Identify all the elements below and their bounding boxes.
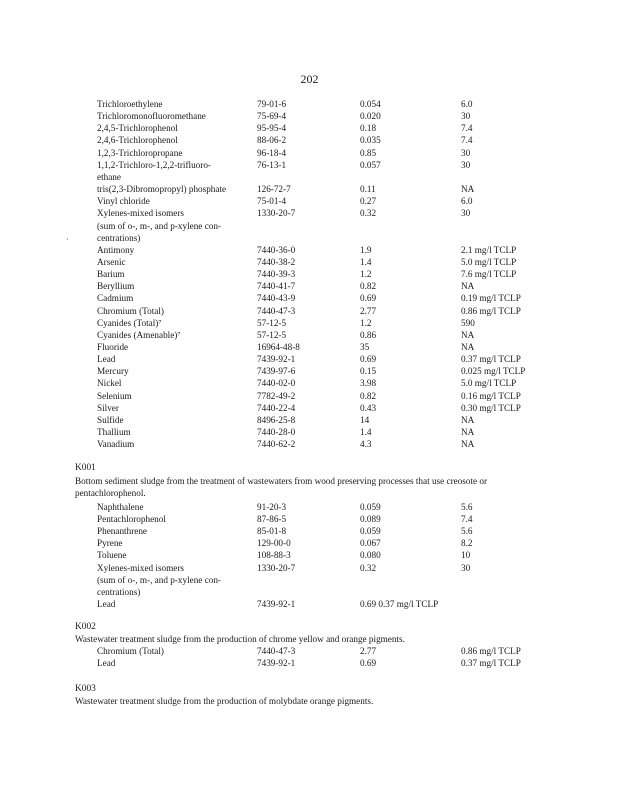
table-row	[0, 366, 619, 377]
nonwastewater-standard: 8.2	[461, 538, 473, 549]
constituent-name: Phenanthrene	[97, 526, 148, 537]
constituent-name: 1,1,2-Trichloro-1,2,2-trifluoro-	[97, 159, 211, 170]
table-row	[0, 306, 619, 317]
nonwastewater-standard: 5.0 mg/l TCLP	[461, 256, 517, 267]
nonwastewater-standard: 7.4	[461, 135, 473, 146]
table-row	[0, 111, 619, 122]
nonwastewater-standard: 30	[461, 208, 471, 219]
wastewater-standard: 0.32	[360, 562, 377, 573]
wastewater-standard: 0.035	[360, 135, 381, 146]
cas-number: 7440-43-9	[257, 293, 296, 304]
table-row	[0, 575, 619, 586]
constituent-name: 2,4,6-Trichlorophenol	[97, 135, 178, 146]
constituent-name: Beryllium	[97, 281, 135, 292]
wastewater-standard: 0.057	[360, 159, 381, 170]
nonwastewater-standard: 7.6 mg/l TCLP	[461, 269, 517, 280]
table-row	[0, 514, 619, 525]
table-row	[0, 439, 619, 450]
cas-number: 7440-47-3	[257, 305, 296, 316]
wastewater-standard: 0.067	[360, 538, 381, 549]
constituent-name: ethane	[97, 171, 121, 182]
table-row	[0, 378, 619, 389]
table-row	[0, 257, 619, 268]
constituent-name: 1,2,3-Trichloropropane	[97, 147, 183, 158]
nonwastewater-standard: 5.6	[461, 526, 473, 537]
nonwastewater-standard: 5.0 mg/l TCLP	[461, 378, 517, 389]
wastewater-standard: 1.9	[360, 244, 372, 255]
table-row	[0, 208, 619, 219]
cas-number: 7440-02-0	[257, 378, 296, 389]
cas-number: 76-13-1	[257, 159, 287, 170]
constituent-name: Vanadium	[97, 439, 135, 450]
cas-number: 7439-92-1	[257, 598, 296, 609]
cas-number: 108-88-3	[257, 550, 291, 561]
constituent-name: (sum of o-, m-, and p-xylene con-	[97, 220, 221, 231]
wastewater-standard: 0.27	[360, 196, 377, 207]
constituent-name: Cadmium	[97, 293, 134, 304]
constituent-name: Nickel	[97, 378, 122, 389]
constituent-name: Mercury	[97, 366, 129, 377]
nonwastewater-standard: 30	[461, 147, 471, 158]
constituent-name: Lead	[97, 354, 116, 365]
section-code-k002: K002	[75, 622, 96, 632]
nonwastewater-standard: 30	[461, 159, 471, 170]
nonwastewater-standard: NA	[461, 414, 475, 425]
constituent-name: Barium	[97, 269, 125, 280]
nonwastewater-standard: 2.1 mg/l TCLP	[461, 244, 517, 255]
cas-number: 7440-47-3	[257, 646, 296, 656]
cas-number: 75-01-4	[257, 196, 287, 207]
wastewater-standard: 0.080	[360, 550, 381, 561]
table-row	[0, 293, 619, 304]
cas-number: 7782-49-2	[257, 390, 296, 401]
section-desc-k001	[75, 476, 555, 499]
wastewater-standard: 0.054	[360, 99, 381, 109]
cas-number: 87-86-5	[257, 514, 287, 525]
nonwastewater-standard: 7.4	[461, 514, 473, 525]
wastewater-standard: 3.98	[360, 378, 377, 389]
wastewater-standard: 2.77	[360, 305, 377, 316]
cas-number: 57-12-5	[257, 317, 287, 328]
table-row	[0, 427, 619, 438]
table-row	[0, 184, 619, 195]
cas-number: 7439-97-6	[257, 366, 296, 377]
wastewater-standard: 0.15	[360, 366, 377, 377]
wastewater-standard: 0.059	[360, 526, 381, 537]
cas-number: 79-01-6	[257, 99, 287, 109]
nonwastewater-standard: 0.86 mg/l TCLP	[461, 305, 521, 316]
wastewater-standard: 0.089	[360, 514, 381, 525]
cas-number: 7440-39-3	[257, 269, 296, 280]
wastewater-standard: 4.3	[360, 439, 372, 450]
table-row	[0, 354, 619, 365]
wastewater-standard: 14	[360, 414, 370, 425]
constituent-name: tris(2,3-Dibromopropyl) phosphate	[97, 184, 227, 195]
constituent-name: (sum of o-, m-, and p-xylene con-	[97, 574, 221, 585]
table-row	[0, 99, 619, 110]
table-row	[0, 502, 619, 513]
constituent-name: Xylenes-mixed isomers	[97, 208, 185, 219]
constituent-name: Trichloroethylene	[97, 99, 163, 109]
nonwastewater-standard: 0.19 mg/l TCLP	[461, 293, 521, 304]
constituent-name: Vinyl chloride	[97, 196, 150, 207]
constituent-name: Lead	[97, 598, 116, 609]
table-row	[0, 318, 619, 329]
constituent-name: Antimony	[97, 244, 135, 255]
wastewater-standard: 0.69	[360, 354, 377, 365]
wastewater-standard: 0.69	[360, 293, 377, 304]
table-row	[0, 172, 619, 183]
table-row	[0, 403, 619, 414]
nonwastewater-standard: 6.0	[461, 196, 473, 207]
table-row	[0, 658, 619, 669]
cas-number: 7440-22-4	[257, 402, 296, 413]
wastewater-standard: 0.69	[360, 658, 377, 669]
table-row	[0, 123, 619, 134]
wastewater-standard: 0.32	[360, 208, 377, 219]
cas-number: 129-00-0	[257, 538, 291, 549]
table-row	[0, 587, 619, 598]
wastewater-standard: 0.69 0.37 mg/l TCLP	[360, 598, 439, 609]
wastewater-standard: 1.2	[360, 317, 372, 328]
constituent-name: Lead	[97, 658, 116, 669]
section-code-k003: K003	[75, 684, 96, 694]
table-row	[0, 281, 619, 292]
nonwastewater-standard: 590	[461, 317, 475, 328]
constituent-name: Arsenic	[97, 256, 126, 267]
section-desc-k001-line2: pentachlorophenol.	[75, 487, 146, 498]
nonwastewater-standard: NA	[461, 439, 475, 450]
cas-number: 1330-20-7	[257, 562, 296, 573]
nonwastewater-standard: NA	[461, 342, 475, 352]
wastewater-standard: 0.86	[360, 329, 377, 340]
page-number: 202	[300, 72, 319, 86]
constituent-name: Silver	[97, 402, 119, 413]
table-row	[0, 330, 619, 341]
cas-number: 75-69-4	[257, 111, 287, 122]
constituent-name: Cyanides (Amenable)⁷	[97, 329, 181, 340]
table-row	[0, 196, 619, 207]
wastewater-standard: 2.77	[360, 646, 377, 656]
cas-number: 1330-20-7	[257, 208, 296, 219]
wastewater-standard: 0.82	[360, 281, 377, 292]
cas-number: 91-20-3	[257, 502, 287, 512]
nonwastewater-standard: 0.37 mg/l TCLP	[461, 354, 521, 365]
section-desc-k002: Wastewater treatment sludge from the production of chrome yellow and orange pigments.	[75, 634, 405, 644]
nonwastewater-standard: 0.30 mg/l TCLP	[461, 402, 521, 413]
nonwastewater-standard: 7.4	[461, 123, 473, 134]
table-row	[0, 599, 619, 610]
constituent-name: Thallium	[97, 427, 131, 438]
cas-number: 96-18-4	[257, 147, 287, 158]
table-row	[0, 245, 619, 256]
constituent-name: Selenium	[97, 390, 132, 401]
table-row	[0, 538, 619, 549]
cas-number: 7439-92-1	[257, 354, 296, 365]
table-row	[0, 550, 619, 561]
nonwastewater-standard: 0.025 mg/l TCLP	[461, 366, 526, 377]
nonwastewater-standard: 10	[461, 550, 471, 561]
constituent-name: Fluoride	[97, 342, 129, 352]
constituent-name: Chromium (Total)	[97, 646, 164, 656]
cas-number: 7440-41-7	[257, 281, 296, 292]
table-row	[0, 415, 619, 426]
table-row	[0, 342, 619, 353]
wastewater-standard: 1.2	[360, 269, 372, 280]
nonwastewater-standard: NA	[461, 281, 475, 292]
section-desc-k003: Wastewater treatment sludge from the production of molybdate orange pigments.	[75, 696, 374, 706]
nonwastewater-standard: 0.37 mg/l TCLP	[461, 658, 521, 669]
table-row	[0, 135, 619, 146]
nonwastewater-standard: 5.6	[461, 502, 473, 512]
constituent-name: centrations)	[97, 586, 141, 597]
table-row	[0, 160, 619, 171]
nonwastewater-standard: 30	[461, 111, 471, 122]
wastewater-standard: 0.82	[360, 390, 377, 401]
constituent-name: Sulfide	[97, 414, 124, 425]
section-desc-k001-line1: Bottom sediment sludge from the treatment of wastewaters from wood preserving processes that use creosote or	[75, 476, 488, 486]
wastewater-standard: 0.85	[360, 147, 377, 158]
table-row	[0, 148, 619, 159]
constituent-name: Pentachlorophenol	[97, 514, 166, 525]
nonwastewater-standard: NA	[461, 427, 475, 438]
wastewater-standard: 0.11	[360, 184, 376, 195]
wastewater-standard: 1.4	[360, 427, 372, 438]
table-row	[0, 221, 619, 232]
table-row	[0, 233, 619, 244]
constituent-name: Naphthalene	[97, 502, 144, 512]
constituent-name: Xylenes-mixed isomers	[97, 562, 185, 573]
cas-number: 7440-28-0	[257, 427, 296, 438]
cas-number: 7440-38-2	[257, 256, 296, 267]
cas-number: 7440-36-0	[257, 244, 296, 255]
table-row	[0, 563, 619, 574]
section-code-k001: K001	[75, 463, 96, 473]
cas-number: 126-72-7	[257, 184, 291, 195]
cas-number: 88-06-2	[257, 135, 287, 146]
margin-mark: ·	[66, 235, 69, 244]
constituent-name: Cyanides (Total)⁷	[97, 317, 162, 328]
nonwastewater-standard: 0.86 mg/l TCLP	[461, 646, 521, 656]
wastewater-standard: 0.059	[360, 502, 381, 512]
cas-number: 7439-92-1	[257, 658, 296, 669]
cas-number: 8496-25-8	[257, 414, 296, 425]
constituent-name: Toluene	[97, 550, 127, 561]
nonwastewater-standard: NA	[461, 184, 475, 195]
wastewater-standard: 0.43	[360, 402, 377, 413]
wastewater-standard: 1.4	[360, 256, 372, 267]
constituent-name: 2,4,5-Trichlorophenol	[97, 123, 178, 134]
nonwastewater-standard: 30	[461, 562, 471, 573]
table-row	[0, 526, 619, 537]
constituent-name: Pyrene	[97, 538, 123, 549]
wastewater-standard: 0.18	[360, 123, 377, 134]
table-row	[0, 269, 619, 280]
cas-number: 16964-48-8	[257, 342, 300, 352]
nonwastewater-standard: 6.0	[461, 99, 473, 109]
nonwastewater-standard: NA	[461, 329, 475, 340]
table-row	[0, 391, 619, 402]
cas-number: 85-01-8	[257, 526, 287, 537]
table-row	[0, 646, 619, 657]
cas-number: 57-12-5	[257, 329, 287, 340]
constituent-name: centrations)	[97, 232, 141, 243]
wastewater-standard: 35	[360, 342, 370, 352]
constituent-name: Chromium (Total)	[97, 305, 164, 316]
nonwastewater-standard: 0.16 mg/l TCLP	[461, 390, 521, 401]
cas-number: 95-95-4	[257, 123, 287, 134]
constituent-name: Trichloromonofluoromethane	[97, 111, 206, 122]
cas-number: 7440-62-2	[257, 439, 296, 450]
wastewater-standard: 0.020	[360, 111, 381, 122]
